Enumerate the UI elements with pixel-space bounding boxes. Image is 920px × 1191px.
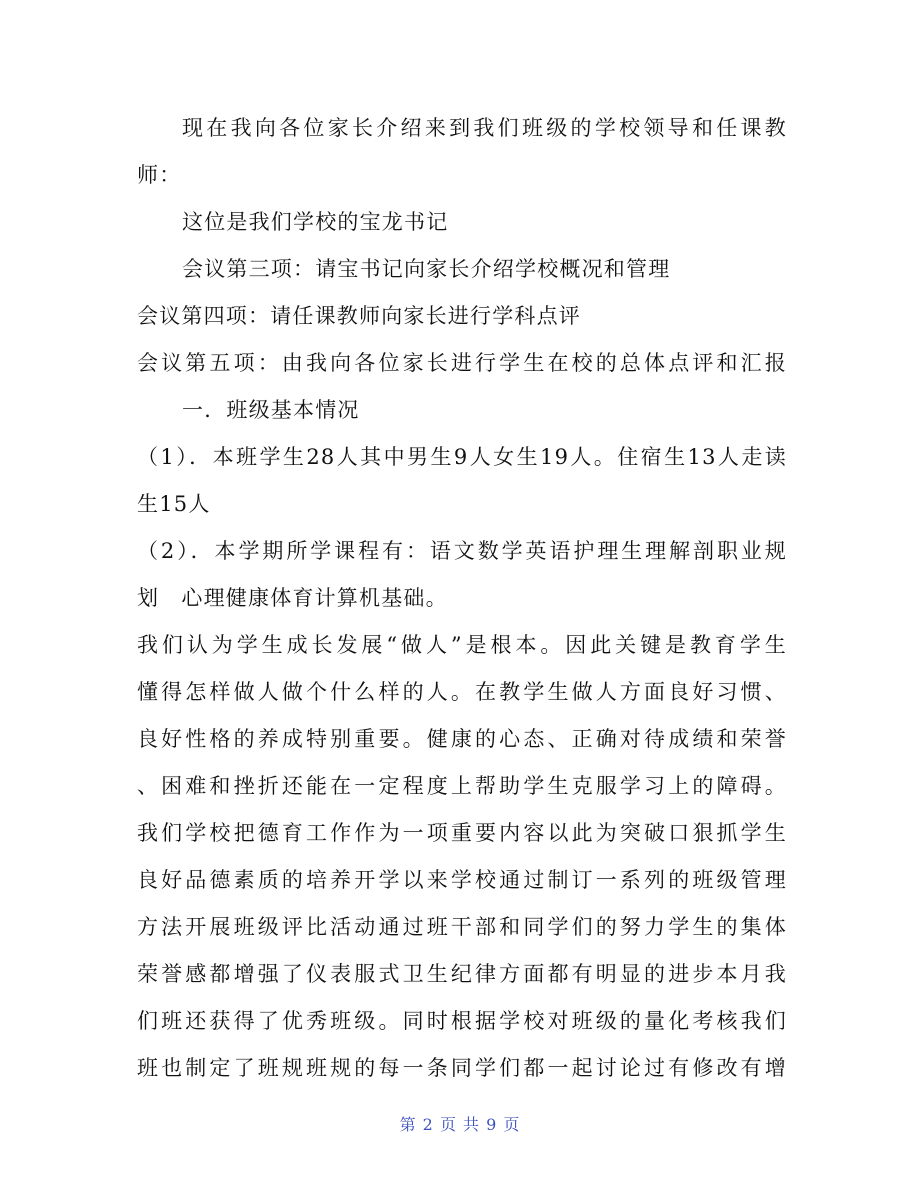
paragraph-line: 现在我向各位家长介绍来到我们班级的学校领导和任课教 bbox=[182, 116, 787, 140]
paragraph-line: 荣誉感都增强了仪表服式卫生纪律方面都有明显的进步本月我 bbox=[137, 962, 787, 986]
paragraph-line: 、困难和挫折还能在一定程度上帮助学生克服学习上的障碍。 bbox=[137, 774, 787, 798]
paragraph-line: （2）．本学期所学课程有：语文数学英语护理生理解剖职业规 bbox=[137, 539, 787, 563]
paragraph-line: 们班还获得了优秀班级。同时根据学校对班级的量化考核我们 bbox=[137, 1009, 787, 1033]
paragraph-line: 班也制定了班规班规的每一条同学们都一起讨论过有修改有增 bbox=[137, 1056, 787, 1080]
paragraph-line: 师： bbox=[137, 163, 182, 187]
paragraph-line: 良好性格的养成特别重要。健康的心态、正确对待成绩和荣誉 bbox=[137, 727, 787, 751]
section-heading: 一．班级基本情况 bbox=[182, 398, 360, 422]
paragraph-line: 生15人 bbox=[137, 492, 211, 516]
paragraph-line: 会议第五项：由我向各位家长进行学生在校的总体点评和汇报 bbox=[137, 351, 787, 375]
paragraph-line: 这位是我们学校的宝龙书记 bbox=[182, 210, 449, 234]
paragraph-line: 方法开展班级评比活动通过班干部和同学们的努力学生的集体 bbox=[137, 915, 787, 939]
paragraph-line: 划 心理健康体育计算机基础。 bbox=[137, 586, 448, 610]
paragraph-line: 我们学校把德育工作作为一项重要内容以此为突破口狠抓学生 bbox=[137, 821, 787, 845]
paragraph-line: 我们认为学生成长发展“做人”是根本。因此关键是教育学生 bbox=[137, 633, 787, 657]
paragraph-line: 良好品德素质的培养开学以来学校通过制订一系列的班级管理 bbox=[137, 868, 787, 892]
page-number-footer: 第 2 页 共 9 页 bbox=[399, 1115, 521, 1134]
paragraph-line: （1）．本班学生28人其中男生9人女生19人。住宿生13人走读 bbox=[137, 445, 787, 469]
paragraph-line: 懂得怎样做人做个什么样的人。在教学生做人方面良好习惯、 bbox=[137, 680, 787, 704]
paragraph-line: 会议第四项：请任课教师向家长进行学科点评 bbox=[137, 304, 581, 328]
paragraph-line: 会议第三项：请宝书记向家长介绍学校概况和管理 bbox=[182, 257, 671, 281]
